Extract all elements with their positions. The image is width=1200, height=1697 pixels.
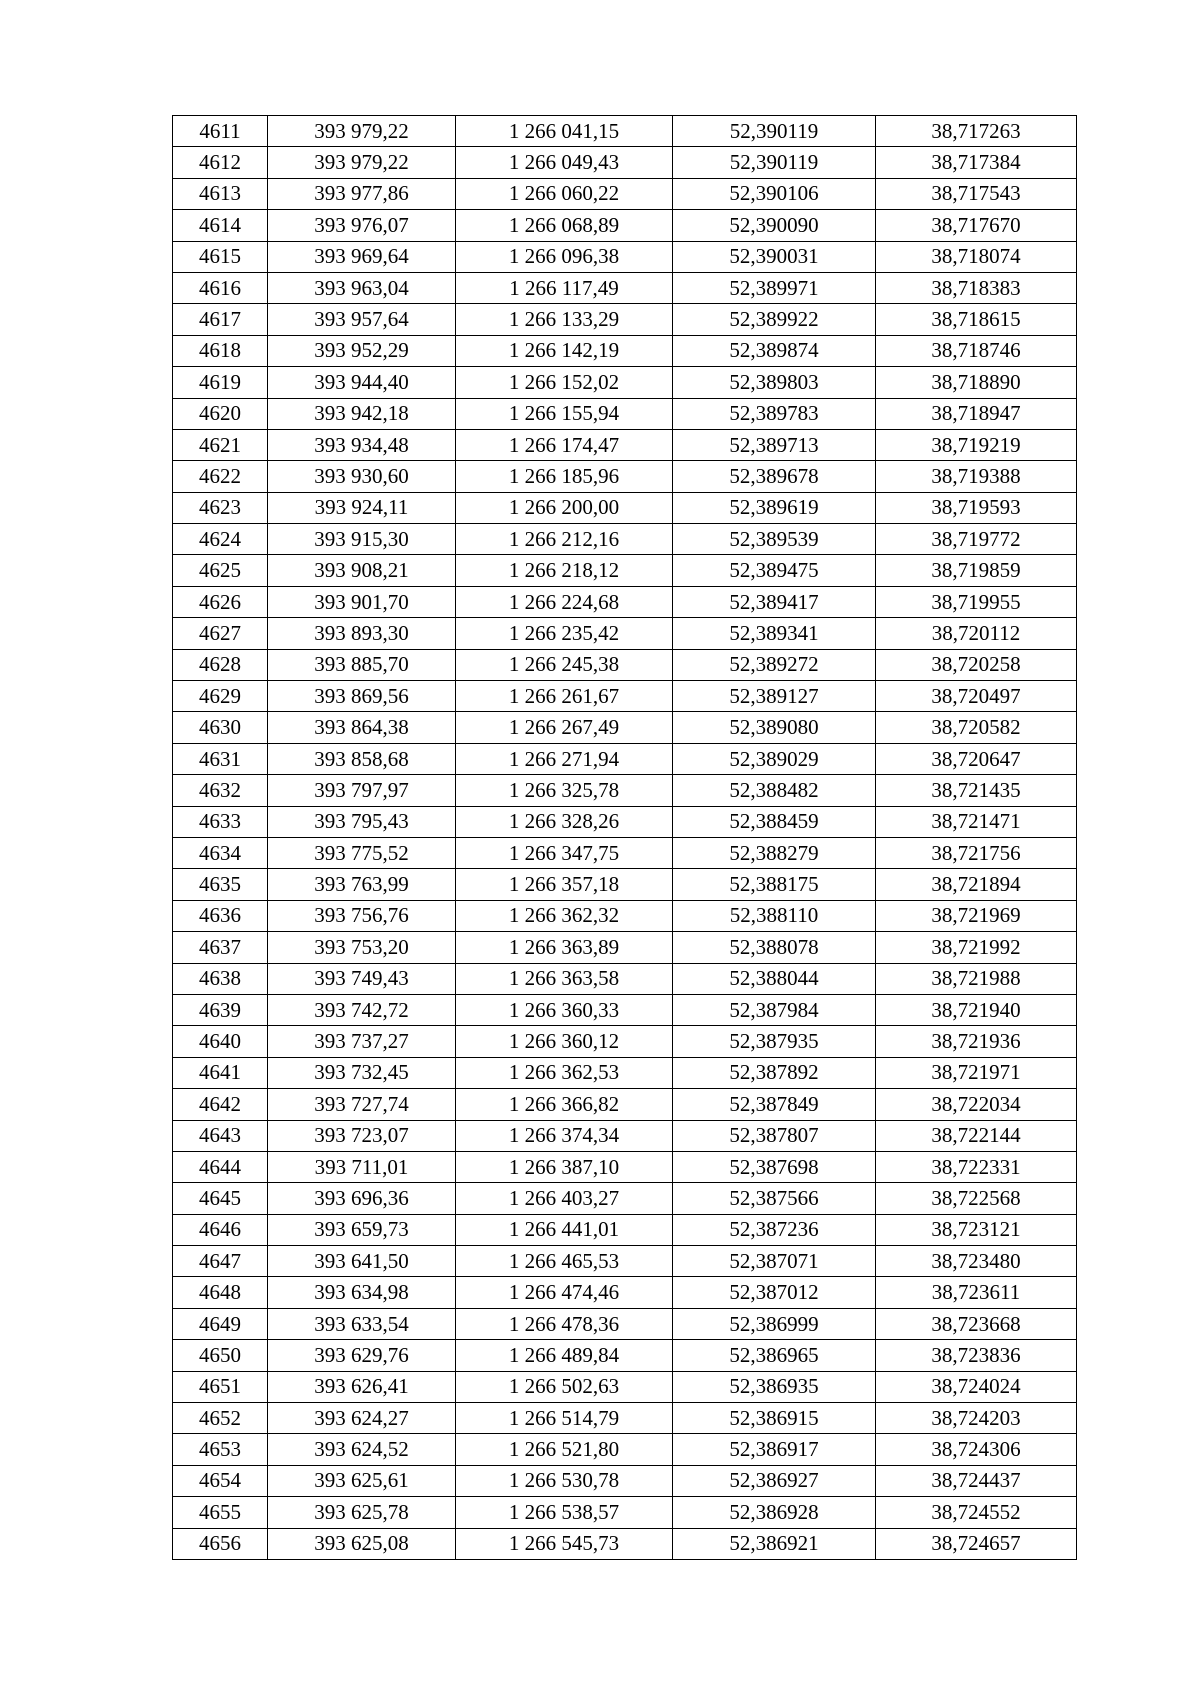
y-coordinate-cell: 1 266 261,67: [456, 681, 673, 712]
y-coordinate-cell: 1 266 403,27: [456, 1183, 673, 1214]
table-row: [173, 555, 1077, 586]
x-coordinate-cell: 393 885,70: [268, 649, 456, 680]
y-coordinate-cell: 1 266 235,42: [456, 618, 673, 649]
longitude-cell: 38,724657: [876, 1528, 1077, 1559]
latitude-cell: 52,390119: [673, 116, 876, 147]
table-row: [173, 1403, 1077, 1434]
x-coordinate-cell: 393 952,29: [268, 335, 456, 366]
x-coordinate-cell: 393 732,45: [268, 1057, 456, 1088]
point-number-cell: 4611: [173, 116, 268, 147]
table-row: [173, 1120, 1077, 1151]
point-number-cell: 4652: [173, 1403, 268, 1434]
y-coordinate-cell: 1 266 360,33: [456, 994, 673, 1025]
point-number-cell: 4638: [173, 963, 268, 994]
y-coordinate-cell: 1 266 489,84: [456, 1340, 673, 1371]
x-coordinate-cell: 393 727,74: [268, 1089, 456, 1120]
table-row: [173, 681, 1077, 712]
table-row: [173, 1183, 1077, 1214]
latitude-cell: 52,386921: [673, 1528, 876, 1559]
latitude-cell: 52,389539: [673, 524, 876, 555]
y-coordinate-cell: 1 266 545,73: [456, 1528, 673, 1559]
x-coordinate-cell: 393 659,73: [268, 1214, 456, 1245]
y-coordinate-cell: 1 266 174,47: [456, 429, 673, 460]
longitude-cell: 38,718890: [876, 367, 1077, 398]
longitude-cell: 38,721992: [876, 932, 1077, 963]
latitude-cell: 52,387935: [673, 1026, 876, 1057]
table-row: [173, 524, 1077, 555]
latitude-cell: 52,389029: [673, 743, 876, 774]
y-coordinate-cell: 1 266 155,94: [456, 398, 673, 429]
x-coordinate-cell: 393 723,07: [268, 1120, 456, 1151]
y-coordinate-cell: 1 266 465,53: [456, 1246, 673, 1277]
longitude-cell: 38,723836: [876, 1340, 1077, 1371]
point-number-cell: 4613: [173, 178, 268, 209]
longitude-cell: 38,720582: [876, 712, 1077, 743]
x-coordinate-cell: 393 753,20: [268, 932, 456, 963]
x-coordinate-cell: 393 625,61: [268, 1465, 456, 1496]
table-row: [173, 1151, 1077, 1182]
latitude-cell: 52,390106: [673, 178, 876, 209]
x-coordinate-cell: 393 749,43: [268, 963, 456, 994]
table-row: [173, 1528, 1077, 1559]
point-number-cell: 4612: [173, 147, 268, 178]
point-number-cell: 4656: [173, 1528, 268, 1559]
y-coordinate-cell: 1 266 328,26: [456, 806, 673, 837]
y-coordinate-cell: 1 266 041,15: [456, 116, 673, 147]
latitude-cell: 52,386928: [673, 1497, 876, 1528]
coordinates-table: [172, 115, 1077, 1560]
x-coordinate-cell: 393 775,52: [268, 837, 456, 868]
point-number-cell: 4624: [173, 524, 268, 555]
x-coordinate-cell: 393 742,72: [268, 994, 456, 1025]
x-coordinate-cell: 393 795,43: [268, 806, 456, 837]
latitude-cell: 52,387071: [673, 1246, 876, 1277]
point-number-cell: 4626: [173, 586, 268, 617]
table-row: [173, 618, 1077, 649]
y-coordinate-cell: 1 266 502,63: [456, 1371, 673, 1402]
point-number-cell: 4632: [173, 775, 268, 806]
point-number-cell: 4633: [173, 806, 268, 837]
longitude-cell: 38,717384: [876, 147, 1077, 178]
latitude-cell: 52,387807: [673, 1120, 876, 1151]
x-coordinate-cell: 393 934,48: [268, 429, 456, 460]
table-row: [173, 1371, 1077, 1402]
x-coordinate-cell: 393 924,11: [268, 492, 456, 523]
x-coordinate-cell: 393 893,30: [268, 618, 456, 649]
longitude-cell: 38,718074: [876, 241, 1077, 272]
longitude-cell: 38,721756: [876, 837, 1077, 868]
y-coordinate-cell: 1 266 185,96: [456, 461, 673, 492]
latitude-cell: 52,386915: [673, 1403, 876, 1434]
table-row: [173, 178, 1077, 209]
table-row: [173, 994, 1077, 1025]
latitude-cell: 52,389127: [673, 681, 876, 712]
x-coordinate-cell: 393 969,64: [268, 241, 456, 272]
point-number-cell: 4654: [173, 1465, 268, 1496]
point-number-cell: 4634: [173, 837, 268, 868]
y-coordinate-cell: 1 266 387,10: [456, 1151, 673, 1182]
longitude-cell: 38,722568: [876, 1183, 1077, 1214]
point-number-cell: 4616: [173, 272, 268, 303]
x-coordinate-cell: 393 624,27: [268, 1403, 456, 1434]
y-coordinate-cell: 1 266 245,38: [456, 649, 673, 680]
longitude-cell: 38,719219: [876, 429, 1077, 460]
latitude-cell: 52,388279: [673, 837, 876, 868]
y-coordinate-cell: 1 266 441,01: [456, 1214, 673, 1245]
table-row: [173, 241, 1077, 272]
y-coordinate-cell: 1 266 357,18: [456, 869, 673, 900]
latitude-cell: 52,390090: [673, 210, 876, 241]
coordinates-table-body: [173, 116, 1077, 1560]
latitude-cell: 52,389417: [673, 586, 876, 617]
y-coordinate-cell: 1 266 212,16: [456, 524, 673, 555]
x-coordinate-cell: 393 737,27: [268, 1026, 456, 1057]
longitude-cell: 38,721988: [876, 963, 1077, 994]
table-row: [173, 932, 1077, 963]
point-number-cell: 4623: [173, 492, 268, 523]
table-row: [173, 1214, 1077, 1245]
latitude-cell: 52,389922: [673, 304, 876, 335]
table-row: [173, 1497, 1077, 1528]
x-coordinate-cell: 393 869,56: [268, 681, 456, 712]
longitude-cell: 38,719955: [876, 586, 1077, 617]
latitude-cell: 52,389678: [673, 461, 876, 492]
point-number-cell: 4639: [173, 994, 268, 1025]
table-row: [173, 1340, 1077, 1371]
table-row: [173, 963, 1077, 994]
point-number-cell: 4648: [173, 1277, 268, 1308]
y-coordinate-cell: 1 266 133,29: [456, 304, 673, 335]
y-coordinate-cell: 1 266 514,79: [456, 1403, 673, 1434]
longitude-cell: 38,720647: [876, 743, 1077, 774]
x-coordinate-cell: 393 901,70: [268, 586, 456, 617]
longitude-cell: 38,719593: [876, 492, 1077, 523]
table-row: [173, 210, 1077, 241]
longitude-cell: 38,722034: [876, 1089, 1077, 1120]
point-number-cell: 4619: [173, 367, 268, 398]
table-row: [173, 1465, 1077, 1496]
y-coordinate-cell: 1 266 347,75: [456, 837, 673, 868]
latitude-cell: 52,387849: [673, 1089, 876, 1120]
point-number-cell: 4625: [173, 555, 268, 586]
table-row: [173, 869, 1077, 900]
point-number-cell: 4649: [173, 1308, 268, 1339]
y-coordinate-cell: 1 266 096,38: [456, 241, 673, 272]
latitude-cell: 52,389783: [673, 398, 876, 429]
latitude-cell: 52,386917: [673, 1434, 876, 1465]
latitude-cell: 52,389341: [673, 618, 876, 649]
longitude-cell: 38,723480: [876, 1246, 1077, 1277]
table-row: [173, 1308, 1077, 1339]
table-row: [173, 147, 1077, 178]
latitude-cell: 52,387984: [673, 994, 876, 1025]
point-number-cell: 4641: [173, 1057, 268, 1088]
y-coordinate-cell: 1 266 362,32: [456, 900, 673, 931]
x-coordinate-cell: 393 641,50: [268, 1246, 456, 1277]
longitude-cell: 38,717263: [876, 116, 1077, 147]
y-coordinate-cell: 1 266 117,49: [456, 272, 673, 303]
latitude-cell: 52,386965: [673, 1340, 876, 1371]
y-coordinate-cell: 1 266 362,53: [456, 1057, 673, 1088]
latitude-cell: 52,390031: [673, 241, 876, 272]
y-coordinate-cell: 1 266 325,78: [456, 775, 673, 806]
latitude-cell: 52,389803: [673, 367, 876, 398]
point-number-cell: 4630: [173, 712, 268, 743]
point-number-cell: 4614: [173, 210, 268, 241]
longitude-cell: 38,723611: [876, 1277, 1077, 1308]
y-coordinate-cell: 1 266 530,78: [456, 1465, 673, 1496]
point-number-cell: 4627: [173, 618, 268, 649]
point-number-cell: 4655: [173, 1497, 268, 1528]
table-row: [173, 1277, 1077, 1308]
table-row: [173, 837, 1077, 868]
latitude-cell: 52,389971: [673, 272, 876, 303]
longitude-cell: 38,717543: [876, 178, 1077, 209]
point-number-cell: 4622: [173, 461, 268, 492]
table-row: [173, 116, 1077, 147]
longitude-cell: 38,721971: [876, 1057, 1077, 1088]
x-coordinate-cell: 393 979,22: [268, 147, 456, 178]
longitude-cell: 38,724437: [876, 1465, 1077, 1496]
x-coordinate-cell: 393 625,08: [268, 1528, 456, 1559]
latitude-cell: 52,388459: [673, 806, 876, 837]
y-coordinate-cell: 1 266 474,46: [456, 1277, 673, 1308]
x-coordinate-cell: 393 625,78: [268, 1497, 456, 1528]
table-row: [173, 1434, 1077, 1465]
longitude-cell: 38,722331: [876, 1151, 1077, 1182]
y-coordinate-cell: 1 266 366,82: [456, 1089, 673, 1120]
y-coordinate-cell: 1 266 374,34: [456, 1120, 673, 1151]
point-number-cell: 4617: [173, 304, 268, 335]
latitude-cell: 52,388110: [673, 900, 876, 931]
x-coordinate-cell: 393 979,22: [268, 116, 456, 147]
longitude-cell: 38,721435: [876, 775, 1077, 806]
table-row: [173, 304, 1077, 335]
x-coordinate-cell: 393 633,54: [268, 1308, 456, 1339]
table-row: [173, 335, 1077, 366]
longitude-cell: 38,718947: [876, 398, 1077, 429]
point-number-cell: 4643: [173, 1120, 268, 1151]
latitude-cell: 52,386927: [673, 1465, 876, 1496]
y-coordinate-cell: 1 266 363,58: [456, 963, 673, 994]
latitude-cell: 52,389475: [673, 555, 876, 586]
table-row: [173, 900, 1077, 931]
longitude-cell: 38,721969: [876, 900, 1077, 931]
table-row: [173, 272, 1077, 303]
table-row: [173, 461, 1077, 492]
longitude-cell: 38,724203: [876, 1403, 1077, 1434]
longitude-cell: 38,720258: [876, 649, 1077, 680]
x-coordinate-cell: 393 864,38: [268, 712, 456, 743]
latitude-cell: 52,387566: [673, 1183, 876, 1214]
x-coordinate-cell: 393 763,99: [268, 869, 456, 900]
latitude-cell: 52,388078: [673, 932, 876, 963]
longitude-cell: 38,724552: [876, 1497, 1077, 1528]
point-number-cell: 4647: [173, 1246, 268, 1277]
longitude-cell: 38,723668: [876, 1308, 1077, 1339]
y-coordinate-cell: 1 266 068,89: [456, 210, 673, 241]
table-row: [173, 398, 1077, 429]
x-coordinate-cell: 393 908,21: [268, 555, 456, 586]
longitude-cell: 38,718383: [876, 272, 1077, 303]
x-coordinate-cell: 393 797,97: [268, 775, 456, 806]
y-coordinate-cell: 1 266 271,94: [456, 743, 673, 774]
y-coordinate-cell: 1 266 152,02: [456, 367, 673, 398]
table-row: [173, 1089, 1077, 1120]
x-coordinate-cell: 393 858,68: [268, 743, 456, 774]
y-coordinate-cell: 1 266 267,49: [456, 712, 673, 743]
longitude-cell: 38,721940: [876, 994, 1077, 1025]
longitude-cell: 38,724024: [876, 1371, 1077, 1402]
x-coordinate-cell: 393 930,60: [268, 461, 456, 492]
longitude-cell: 38,721936: [876, 1026, 1077, 1057]
point-number-cell: 4637: [173, 932, 268, 963]
point-number-cell: 4644: [173, 1151, 268, 1182]
point-number-cell: 4635: [173, 869, 268, 900]
latitude-cell: 52,388482: [673, 775, 876, 806]
y-coordinate-cell: 1 266 060,22: [456, 178, 673, 209]
latitude-cell: 52,389713: [673, 429, 876, 460]
y-coordinate-cell: 1 266 538,57: [456, 1497, 673, 1528]
x-coordinate-cell: 393 976,07: [268, 210, 456, 241]
table-row: [173, 1026, 1077, 1057]
table-row: [173, 712, 1077, 743]
table-row: [173, 649, 1077, 680]
longitude-cell: 38,722144: [876, 1120, 1077, 1151]
table-row: [173, 586, 1077, 617]
x-coordinate-cell: 393 756,76: [268, 900, 456, 931]
y-coordinate-cell: 1 266 049,43: [456, 147, 673, 178]
point-number-cell: 4640: [173, 1026, 268, 1057]
y-coordinate-cell: 1 266 224,68: [456, 586, 673, 617]
x-coordinate-cell: 393 696,36: [268, 1183, 456, 1214]
longitude-cell: 38,718746: [876, 335, 1077, 366]
point-number-cell: 4646: [173, 1214, 268, 1245]
point-number-cell: 4645: [173, 1183, 268, 1214]
latitude-cell: 52,389874: [673, 335, 876, 366]
longitude-cell: 38,719772: [876, 524, 1077, 555]
y-coordinate-cell: 1 266 521,80: [456, 1434, 673, 1465]
x-coordinate-cell: 393 944,40: [268, 367, 456, 398]
x-coordinate-cell: 393 977,86: [268, 178, 456, 209]
latitude-cell: 52,387236: [673, 1214, 876, 1245]
x-coordinate-cell: 393 957,64: [268, 304, 456, 335]
y-coordinate-cell: 1 266 478,36: [456, 1308, 673, 1339]
table-row: [173, 1246, 1077, 1277]
y-coordinate-cell: 1 266 142,19: [456, 335, 673, 366]
longitude-cell: 38,717670: [876, 210, 1077, 241]
latitude-cell: 52,389619: [673, 492, 876, 523]
longitude-cell: 38,720497: [876, 681, 1077, 712]
latitude-cell: 52,387698: [673, 1151, 876, 1182]
point-number-cell: 4621: [173, 429, 268, 460]
point-number-cell: 4653: [173, 1434, 268, 1465]
point-number-cell: 4628: [173, 649, 268, 680]
longitude-cell: 38,721894: [876, 869, 1077, 900]
point-number-cell: 4636: [173, 900, 268, 931]
latitude-cell: 52,387012: [673, 1277, 876, 1308]
x-coordinate-cell: 393 624,52: [268, 1434, 456, 1465]
table-row: [173, 775, 1077, 806]
point-number-cell: 4620: [173, 398, 268, 429]
table-row: [173, 367, 1077, 398]
longitude-cell: 38,718615: [876, 304, 1077, 335]
longitude-cell: 38,720112: [876, 618, 1077, 649]
latitude-cell: 52,387892: [673, 1057, 876, 1088]
table-row: [173, 806, 1077, 837]
x-coordinate-cell: 393 629,76: [268, 1340, 456, 1371]
longitude-cell: 38,721471: [876, 806, 1077, 837]
longitude-cell: 38,723121: [876, 1214, 1077, 1245]
point-number-cell: 4642: [173, 1089, 268, 1120]
latitude-cell: 52,389080: [673, 712, 876, 743]
latitude-cell: 52,386935: [673, 1371, 876, 1402]
latitude-cell: 52,388175: [673, 869, 876, 900]
x-coordinate-cell: 393 915,30: [268, 524, 456, 555]
table-row: [173, 429, 1077, 460]
point-number-cell: 4631: [173, 743, 268, 774]
point-number-cell: 4651: [173, 1371, 268, 1402]
y-coordinate-cell: 1 266 360,12: [456, 1026, 673, 1057]
point-number-cell: 4650: [173, 1340, 268, 1371]
latitude-cell: 52,389272: [673, 649, 876, 680]
y-coordinate-cell: 1 266 200,00: [456, 492, 673, 523]
longitude-cell: 38,724306: [876, 1434, 1077, 1465]
y-coordinate-cell: 1 266 218,12: [456, 555, 673, 586]
x-coordinate-cell: 393 963,04: [268, 272, 456, 303]
point-number-cell: 4629: [173, 681, 268, 712]
x-coordinate-cell: 393 634,98: [268, 1277, 456, 1308]
point-number-cell: 4615: [173, 241, 268, 272]
point-number-cell: 4618: [173, 335, 268, 366]
longitude-cell: 38,719859: [876, 555, 1077, 586]
table-row: [173, 743, 1077, 774]
y-coordinate-cell: 1 266 363,89: [456, 932, 673, 963]
latitude-cell: 52,388044: [673, 963, 876, 994]
x-coordinate-cell: 393 942,18: [268, 398, 456, 429]
table-row: [173, 492, 1077, 523]
x-coordinate-cell: 393 711,01: [268, 1151, 456, 1182]
latitude-cell: 52,386999: [673, 1308, 876, 1339]
latitude-cell: 52,390119: [673, 147, 876, 178]
longitude-cell: 38,719388: [876, 461, 1077, 492]
table-row: [173, 1057, 1077, 1088]
x-coordinate-cell: 393 626,41: [268, 1371, 456, 1402]
